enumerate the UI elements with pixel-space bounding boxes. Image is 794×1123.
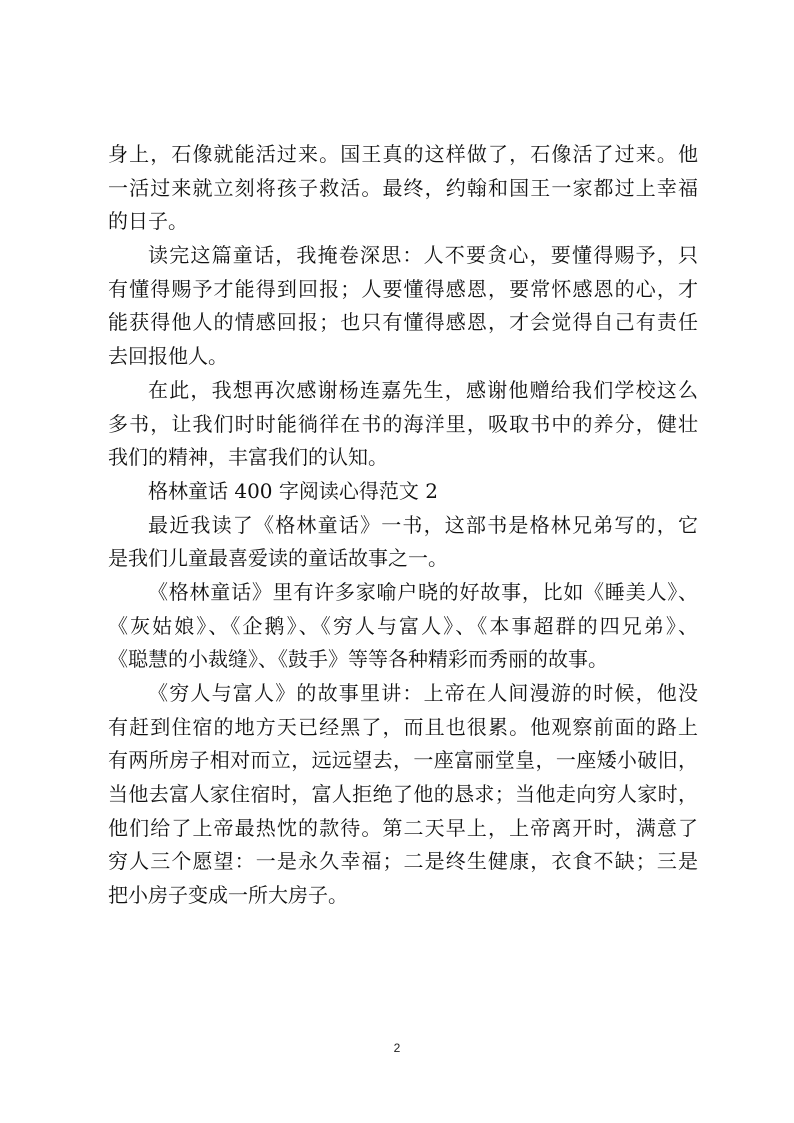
text-line: 《格林童话》里有许多家喻户晓的好故事，比如《睡美人》、 xyxy=(148,579,698,604)
text-line: 能获得他人的情感回报；也只有懂得感恩，才会觉得自己有责任 xyxy=(108,310,698,335)
text-line: 是我们儿童最喜爱读的童话故事之一。 xyxy=(108,546,448,571)
page-number: 2 xyxy=(393,1041,401,1055)
text-line: 有两所房子相对而立，远远望去，一座富丽堂皇，一座矮小破旧， xyxy=(108,748,698,773)
text-line: 把小房子变成一所大房子。 xyxy=(108,883,348,908)
body-text xyxy=(108,138,698,913)
text-line: 一活过来就立刻将孩子救活。最终，约翰和国王一家都过上幸福 xyxy=(108,175,698,200)
text-line: 的日子。 xyxy=(108,209,188,234)
text-line: 有懂得赐予才能得到回报；人要懂得感恩，要常怀感恩的心，才 xyxy=(108,276,698,301)
text-line: 《聪慧的小裁缝》、《鼓手》等等各种精彩而秀丽的故事。 xyxy=(108,647,608,672)
section-heading: 格林童话 400 字阅读心得范文 2 xyxy=(148,478,438,503)
text-line: 有赶到住宿的地方天已经黑了，而且也很累。他观察前面的路上 xyxy=(108,714,698,739)
text-line: 《穷人与富人》的故事里讲：上帝在人间漫游的时候，他没 xyxy=(148,681,698,705)
text-line: 穷人三个愿望：一是永久幸福；二是终生健康，衣食不缺；三是 xyxy=(108,849,698,874)
text-line: 当他去富人家住宿时，富人拒绝了他的恳求；当他走向穷人家时， xyxy=(108,782,698,807)
text-line: 在此，我想再次感谢杨连嘉先生，感谢他赠给我们学校这么 xyxy=(148,377,698,402)
text-line: 他们给了上帝最热忱的款待。第二天早上，上帝离开时，满意了 xyxy=(108,815,698,840)
text-line: 读完这篇童话，我掩卷深思：人不要贪心，要懂得赐予，只 xyxy=(148,243,698,268)
text-line: 去回报他人。 xyxy=(108,344,228,369)
text-line: 我们的精神，丰富我们的认知。 xyxy=(108,445,388,470)
text-line: 身上，石像就能活过来。国王真的这样做了，石像活了过来。他 xyxy=(108,142,698,166)
text-line: 多书，让我们时时能徜徉在书的海洋里，吸取书中的养分，健壮 xyxy=(108,411,698,436)
text-line: 最近我读了《格林童话》一书，这部书是格林兄弟写的，它 xyxy=(148,512,698,537)
text-line: 《灰姑娘》、《企鹅》、《穷人与富人》、《本事超群的四兄弟》、 xyxy=(108,613,698,638)
